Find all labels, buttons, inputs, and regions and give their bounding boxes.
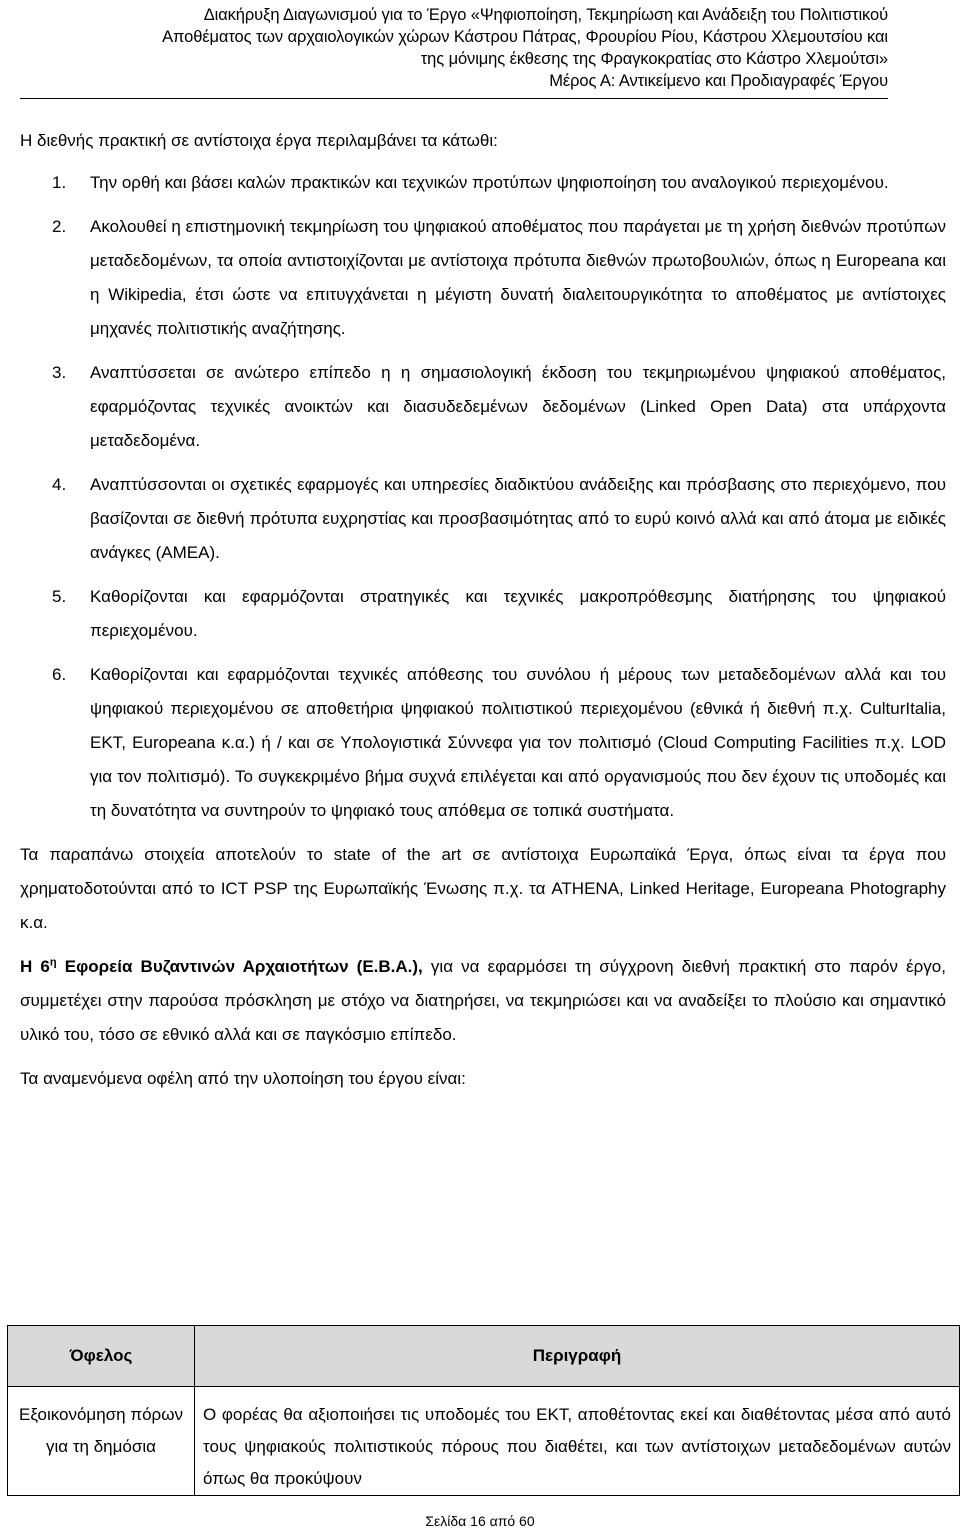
list-text: Αναπτύσσονται οι σχετικές εφαρμογές και υπηρεσίες διαδικτύου ανάδειξης και πρόσβασης στο περιεχόμενο, που βασίζονται σε διεθνή πρότυπα ευχρηστίας και προσβασιμότητας από το ευρύ κοινό αλλά και από άτομα με ειδικές ανάγκες (ΑΜΕΑ). <box>90 475 946 562</box>
header-line: της μόνιμης έκθεσης της Φραγκοκρατίας στο Κάστρο Χλεμούτσι» <box>420 50 888 68</box>
practice-list <box>20 166 946 828</box>
table-row <box>8 1387 960 1496</box>
document-header <box>20 4 888 92</box>
header-line: Αποθέματος των αρχαιολογικών χώρων Κάστρου Πάτρας, Φρουρίου Ρίου, Κάστρου Χλεμουτσίου και <box>162 28 888 46</box>
ephoria-bold-prefix: Η 6 <box>20 957 50 976</box>
list-number: 1. <box>52 173 67 192</box>
ephoria-text: για να εφαρμόσει τη σύγχρονη διεθνή πρακτική στο παρόν έργο, συμμετέχει στην παρούσα πρόσκληση με στόχο να διατηρήσει, να τεκμηριώσει και να αναδείξει το πλούσιο και σημαντικό υλικό του, τόσο σε εθνικό αλλά και σε παγκόσμιο επίπεδο. <box>20 957 946 1044</box>
list-item <box>20 210 946 346</box>
description-cell: Ο φορέας θα αξιοποιήσει τις υποδομές του ΕΚΤ, αποθέτοντας εκεί και διαθέτοντας μέσα από αυτό τους ψηφιακούς πολιτιστικούς πόρους που διαθέτει, και των αντίστοιχων μεταδεδομένων αυτών όπως θα προκύψουν <box>195 1387 960 1496</box>
page-number: Σελίδα 16 από 60 <box>425 1513 535 1529</box>
header-line: Μέρος Α: Αντικείμενο και Προδιαγραφές Έργου <box>549 72 888 90</box>
ephoria-name: Εφορεία Βυζαντινών Αρχαιοτήτων (Ε.Β.Α.), <box>56 957 423 976</box>
table-header-row <box>8 1326 960 1387</box>
column-header-description: Περιγραφή <box>195 1326 960 1387</box>
list-number: 3. <box>52 363 67 382</box>
list-item <box>20 658 946 828</box>
list-text: Την ορθή και βάσει καλών πρακτικών και τεχνικών προτύπων ψηφιοποίηση του αναλογικού περιεχομένου. <box>90 173 889 192</box>
ephoria-paragraph <box>20 950 946 1052</box>
intro-paragraph: Η διεθνής πρακτική σε αντίστοιχα έργα περιλαμβάνει τα κάτωθι: <box>20 131 498 150</box>
list-item <box>20 468 946 570</box>
list-number: 4. <box>52 475 67 494</box>
header-divider <box>20 98 888 99</box>
list-item <box>20 166 946 200</box>
list-number: 2. <box>52 217 67 236</box>
benefits-intro: Τα αναμενόμενα οφέλη από την υλοποίηση του έργου είναι: <box>20 1069 466 1088</box>
ephoria-superscript: η <box>49 956 57 969</box>
list-text: Ακολουθεί η επιστημονική τεκμηρίωση του ψηφιακού αποθέματος που παράγεται με τη χρήση διεθνών προτύπων μεταδεδομένων, τα οποία αντιστοιχίζονται με αντίστοιχα πρότυπα διεθνών πρωτοβουλιών, όπως η Europeana και η Wikipedia, έτσι ώστε να επιτυγχάνεται η μέγιστη δυνατή διαλειτουργικότητα το αποθέματος με αντίστοιχες μηχανές πολιτιστικής αναζήτησης. <box>90 217 946 338</box>
list-number: 6. <box>52 665 67 684</box>
list-item <box>20 580 946 648</box>
state-of-art-paragraph: Τα παραπάνω στοιχεία αποτελούν το state of the art σε αντίστοιχα Ευρωπαϊκά Έργα, όπως είναι τα έργα που χρηματοδοτούνται από το ICT PSP της Ευρωπαϊκής Ένωσης π.χ. τα ATHENA, Linked Heritage, Europeana Photography κ.α. <box>20 845 946 932</box>
list-text: Αναπτύσσεται σε ανώτερο επίπεδο η η σημασιολογική έκδοση του τεκμηριωμένου ψηφιακού αποθέματος, εφαρμόζοντας τεχνικές ανοικτών και διασυδεδεμένων δεδομένων (Linked Open Data) στα υπάρχοντα μεταδεδομένα. <box>90 363 946 450</box>
list-text: Καθορίζονται και εφαρμόζονται τεχνικές απόθεσης του συνόλου ή μέρους των μεταδεδομένων αλλά και του ψηφιακού περιεχομένου σε αποθετήρια ψηφιακού πολιτιστικού περιεχομένου (εθνικά ή διεθνή π.χ. CulturItalia, ΕΚΤ, Europeana κ.α.) ή / και σε Υπολογιστικά Σύννεφα για τον πολιτισμό (Cloud Computing Facilities π.χ. LOD για τον πολιτισμό). Το συγκεκριμένο βήμα συχνά επιλέγεται και από οργανισμούς που δεν έχουν τις υποδομές και τη δυνατότητα να συντηρούν το ψηφιακό τους απόθεμα σε τοπικά συστήματα. <box>90 665 946 820</box>
list-text: Καθορίζονται και εφαρμόζονται στρατηγικές και τεχνικές μακροπρόθεσμης διατήρησης του ψηφιακού περιεχομένου. <box>90 587 946 640</box>
document-body <box>20 124 946 1106</box>
column-header-benefit: Όφελος <box>8 1326 195 1387</box>
list-number: 5. <box>52 587 67 606</box>
list-item <box>20 356 946 458</box>
benefits-table <box>7 1325 960 1496</box>
header-line: Διακήρυξη Διαγωνισμού για το Έργο «Ψηφιοποίηση, Τεκμηρίωση και Ανάδειξη του Πολιτιστικού <box>203 6 888 24</box>
benefit-cell: Εξοικονόμηση πόρων για τη δημόσια <box>8 1387 195 1496</box>
